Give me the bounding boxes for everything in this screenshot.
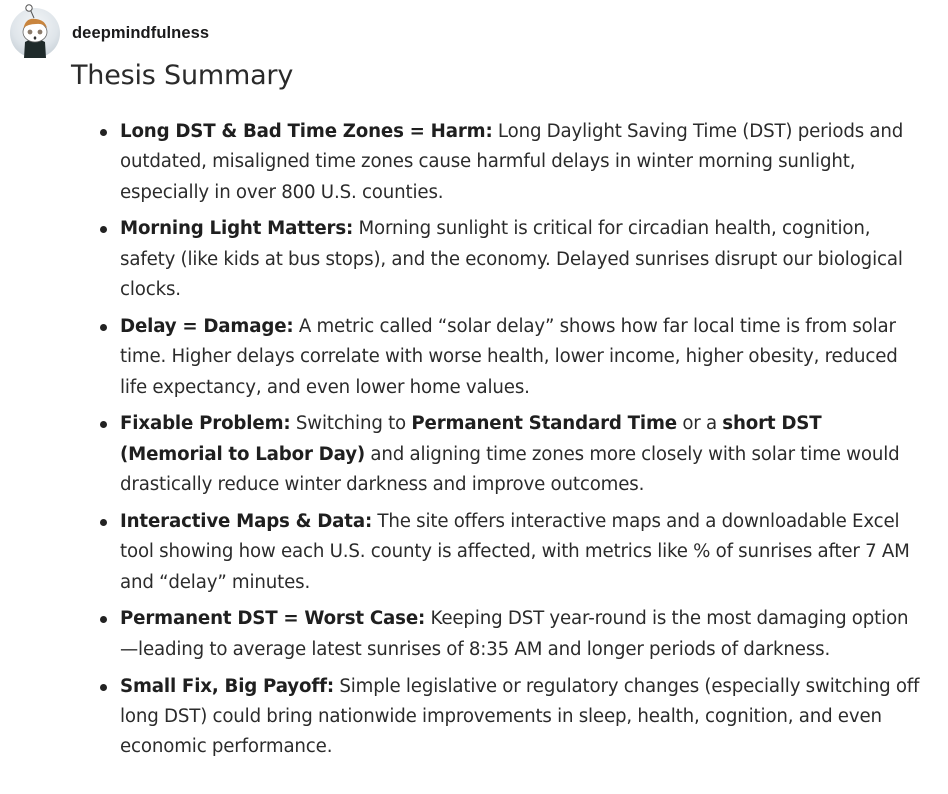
item-text: The site offers interactive maps and a downloadable Excel tool showing how each U.S. county is affected, with metrics like % of sunrises after 7 AM and “delay” minutes. bbox=[120, 510, 910, 593]
item-heading: Permanent DST = Worst Case: bbox=[120, 608, 426, 630]
list-item bbox=[120, 312, 925, 403]
bullet-icon bbox=[100, 616, 107, 623]
bullet-icon bbox=[100, 129, 107, 136]
bullet-icon bbox=[100, 226, 107, 233]
item-heading: Long DST & Bad Time Zones = Harm: bbox=[120, 121, 493, 142]
item-heading: Delay = Damage: bbox=[120, 315, 294, 337]
list-item bbox=[120, 409, 925, 500]
bullet-icon bbox=[100, 519, 107, 526]
avatar[interactable] bbox=[10, 8, 60, 58]
item-text: Long Daylight Saving Time (DST) periods and outdated, misaligned time zones cause harmful delays in winter morning sunlight, especially in over 800 U.S. counties. bbox=[120, 121, 904, 203]
post-header bbox=[10, 8, 209, 58]
item-text: or a bbox=[676, 413, 723, 435]
reddit-snoo-avatar-icon bbox=[10, 2, 60, 60]
bullet-icon bbox=[100, 421, 107, 428]
list-item bbox=[120, 672, 925, 763]
bullet-icon bbox=[100, 324, 107, 331]
item-text: Morning sunlight is critical for circadian health, cognition, safety (like kids at bus stops), and the economy. Delayed sunrises disrupt our biological clocks. bbox=[120, 218, 903, 301]
item-heading: Fixable Problem: bbox=[120, 413, 291, 435]
item-heading: Interactive Maps & Data: bbox=[120, 510, 373, 532]
list-item bbox=[120, 117, 925, 208]
item-text: Simple legislative or regulatory changes (especially switching off long DST) could bring nationwide improvements in sleep, health, cognition, and even economic performance. bbox=[120, 675, 920, 758]
summary-list bbox=[120, 117, 925, 769]
item-text: A metric called “solar delay” shows how far local time is from solar time. Higher delays correlate with worse health, lower income, higher obesity, reduced life expectancy, and even lower home values. bbox=[120, 315, 898, 398]
item-heading: Small Fix, Big Payoff: bbox=[120, 675, 335, 697]
list-item bbox=[120, 507, 925, 598]
list-item bbox=[120, 604, 925, 665]
list-item bbox=[120, 214, 925, 305]
username[interactable]: deepmindfulness bbox=[72, 23, 210, 42]
item-heading: Morning Light Matters: bbox=[120, 218, 354, 240]
item-text: Switching to bbox=[290, 413, 412, 435]
post-title: Thesis Summary bbox=[71, 60, 294, 91]
item-emphasis: Permanent Standard Time bbox=[411, 413, 677, 435]
item-text: Keeping DST year-round is the most damaging option—leading to average latest sunrises of 8:35 AM and longer periods of darkness. bbox=[120, 608, 909, 660]
item-emphasis: short DST (Memorial to Labor Day) bbox=[120, 413, 822, 465]
bullet-icon bbox=[100, 684, 107, 691]
item-text: and aligning time zones more closely with solar time would drastically reduce winter darkness and improve outcomes. bbox=[120, 443, 900, 496]
